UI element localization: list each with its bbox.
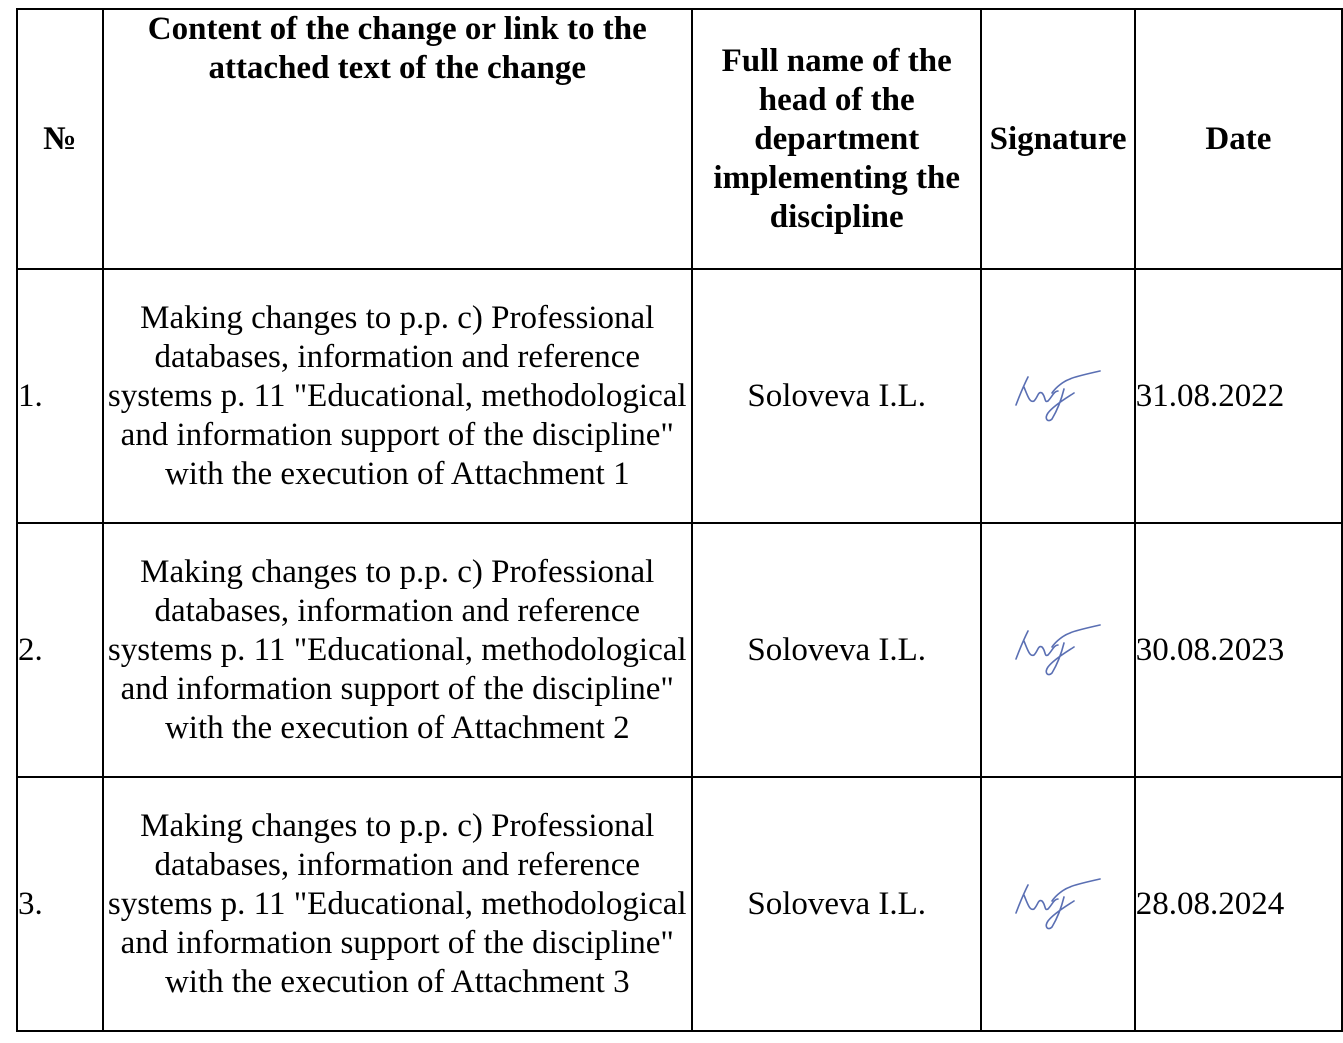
row-content: Making changes to p.p. c) Professional databases, information and reference systems p. 11 "Educational, methodological and information support of the discipline" with the execution of Attachment 3 (103, 777, 692, 1031)
table-row (17, 777, 1342, 1031)
row-signature (981, 777, 1134, 1031)
signature-icon (1012, 367, 1104, 425)
row-date: 30.08.2023 (1135, 523, 1342, 777)
signature-icon (1012, 621, 1104, 679)
signature-icon (1012, 875, 1104, 933)
row-date: 28.08.2024 (1135, 777, 1342, 1031)
row-signature (981, 523, 1134, 777)
row-head-name: Soloveva I.L. (692, 269, 981, 523)
row-content: Making changes to p.p. c) Professional databases, information and reference systems p. 11 "Educational, methodological and information support of the discipline" with the execution of Attachment 2 (103, 523, 692, 777)
changes-table (16, 8, 1343, 1032)
row-date: 31.08.2022 (1135, 269, 1342, 523)
header-row (17, 9, 1342, 269)
header-name: Full name of the head of the department implementing the discipline (692, 9, 981, 269)
header-number: № (17, 9, 103, 269)
header-signature: Signature (981, 9, 1134, 269)
row-number: 3. (17, 777, 103, 1031)
row-head-name: Soloveva I.L. (692, 777, 981, 1031)
row-number: 2. (17, 523, 103, 777)
row-number: 1. (17, 269, 103, 523)
row-head-name: Soloveva I.L. (692, 523, 981, 777)
header-content: Content of the change or link to the attached text of the change (103, 9, 692, 269)
table-row (17, 269, 1342, 523)
row-signature (981, 269, 1134, 523)
table-row (17, 523, 1342, 777)
row-content: Making changes to p.p. c) Professional databases, information and reference systems p. 11 "Educational, methodological and information support of the discipline" with the execution of Attachment 1 (103, 269, 692, 523)
header-date: Date (1135, 9, 1342, 269)
